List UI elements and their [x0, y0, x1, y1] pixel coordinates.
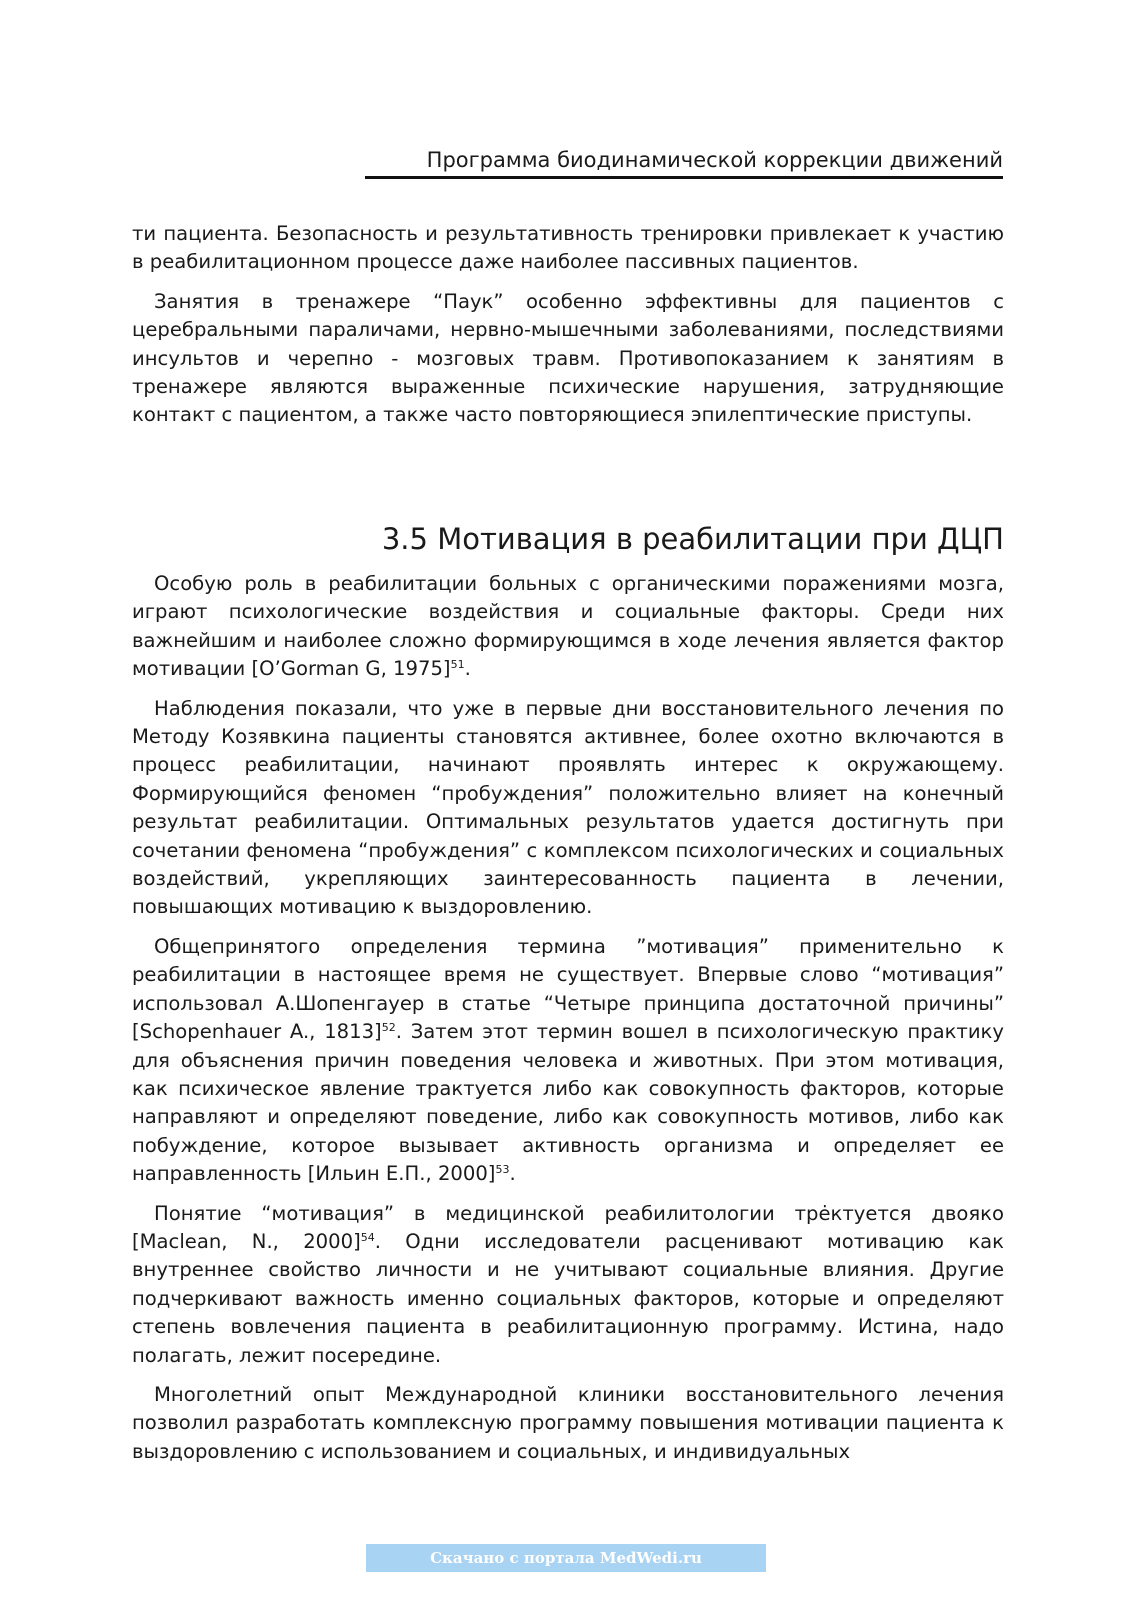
running-head: Программа биодинамической коррекции движений [365, 146, 1003, 179]
intro-text-block [132, 220, 1004, 441]
paragraph: Наблюдения показали, что уже в первые дни восстановительного лечения по Методу Козявкина пациенты становятся активнее, более охотно включаются в процесс реабилитации, начинают проявлять интерес к окружающему. Формирующийся феномен “пробуждения” положительно влияет на конечный результат реабилитации. Оптимальных результатов удается достигнуть при сочетании феномена “пробуждения” с комплексом психологических и социальных воздействий, укрепляющих заинтересованность пациента в лечении, повышающих мотивацию к выздоровлению. [132, 696, 1004, 919]
paragraph: ти пациента. Безопасность и результативность тренировки привлекает к участию в реабилитационном процессе даже наиболее пассивных пациентов. [132, 222, 1004, 274]
paragraph: Занятия в тренажере “Паук” особенно эффективны для пациентов с церебральными параличами, нервно-мышечными заболеваниями, последствиями инсультов и черепно - мозговых травм. Противопоказанием к занятиям в тренажере являются выраженные психические нарушения, затрудняющие контакт с пациентом, а также часто повторяющиеся эпилептические приступы. [132, 289, 1004, 427]
footnote-ref: 52 [381, 1021, 396, 1035]
section-heading: 3.5 Мотивация в реабилитации при ДЦП [381, 522, 1004, 556]
footnote-ref: 54 [360, 1230, 375, 1244]
paragraph: Общепринятого определения термина ”мотивация” применительно к реабилитации в настоящее время не существует. Впервые слово “мотивация” использовал А.Шопенгауер в статье “Четыре принципа достаточной причины” [Schopenhauer A., 1813]$^{52}$. Затем этот термин вошел в психологическую практику для объяснения причин поведения человека и животных. При этом мотивация, как психическое явление трактуется либо как совокупность факторов, которые направляют и определяют поведение, либо как совокупность мотивов, либо как побуждение, которое вызывает активность организма и определяет ее направленность [Ильин Е.П., 2000]$^{53}$. [132, 934, 1004, 1186]
paragraph: Особую роль в реабилитации больных с органическими поражениями мозга, играют психологические воздействия и социальные факторы. Среди них важнейшим и наиболее сложно формирующимся в ходе лечения является фактор мотивации [O’Gorman G, 1975]$^{51}$. [132, 572, 1004, 681]
paragraph: Многолетний опыт Международной клиники восстановительного лечения позволил разработать комплексную программу повышения мотивации пациента к выздоровлению с использованием и социальных, и индивидуальных [132, 1382, 1004, 1463]
paragraph: Понятие “мотивация” в медицинской реабилитологии трėктуется двояко [Maclean, N., 2000]$^{54}$. Одни исследователи расценивают мотивацию как внутреннее свойство личности и не учитывают социальные влияния. Другие подчеркивают важность именно социальных факторов, которые и определяют степень вовлечения пациента в реабилитационную программу. Истина, надо полагать, лежит посередине. [132, 1201, 1004, 1367]
watermark-banner: Скачано с портала MedWedi.ru [366, 1544, 766, 1572]
footnote-ref: 51 [450, 658, 465, 672]
footnote-ref: 53 [495, 1163, 510, 1177]
section-text-block [132, 570, 1004, 1477]
